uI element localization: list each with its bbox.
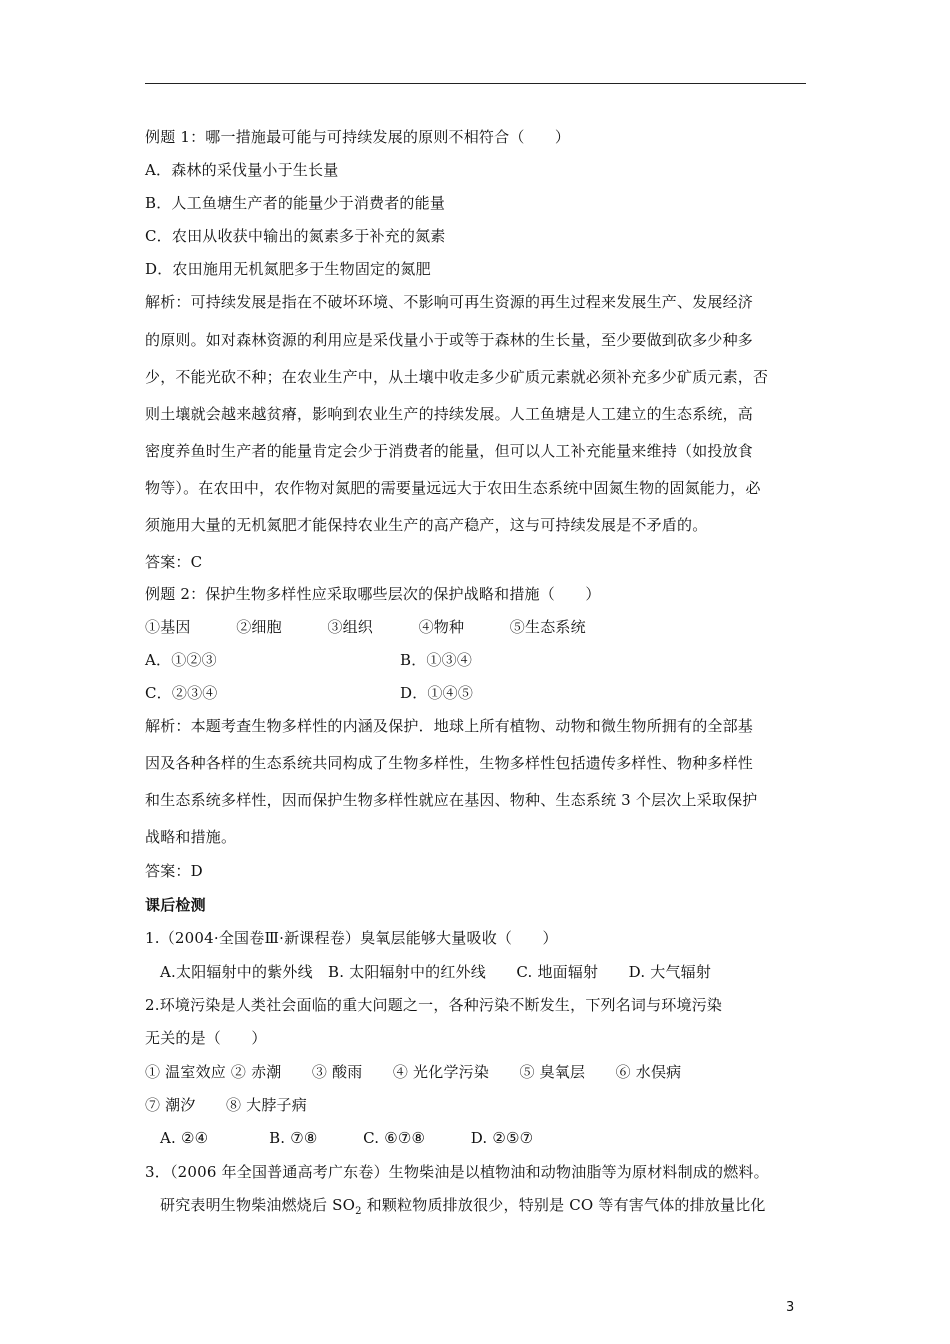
exercise-2-line: 2.环境污染是人类社会面临的重大问题之一，各种污染不断发生，下列名词与环境污染	[145, 996, 723, 1014]
example-1-analysis-line: 密度养鱼时生产者的能量肯定会少于消费者的能量，但可以人工补充能量来维持（如投放食	[145, 442, 754, 460]
exercise-2-options: A. ②④ B. ⑦⑧ C. ⑥⑦⑧ D. ②⑤⑦	[160, 1129, 534, 1147]
exercise-2-items: ⑦ 潮汐 ⑧ 大脖子病	[145, 1096, 307, 1114]
example-2-options-row	[145, 683, 474, 703]
exercise-1-options: A.太阳辐射中的紫外线 B. 太阳辐射中的红外线 C. 地面辐射 D. 大气辐射	[160, 963, 712, 981]
example-2-option-d: D．①④⑤	[400, 684, 474, 702]
example-2-options-row	[145, 650, 473, 670]
example-1-analysis-line: 的原则。如对森林资源的利用应是采伐量小于或等于森林的生长量，至少要做到砍多少种多	[145, 331, 754, 349]
example-2-analysis-line: 战略和措施。	[145, 828, 237, 846]
example-1-analysis-line: 物等）。在农田中，农作物对氮肥的需要量远远大于农田生态系统中固氮生物的固氮能力，必	[145, 479, 761, 497]
example-2-answer: 答案：D	[145, 862, 203, 880]
exercise-3-text: 研究表明生物柴油燃烧后 SO	[160, 1196, 356, 1214]
exercise-1-title: 1.（2004·全国卷Ⅲ·新课程卷）臭氧层能够大量吸收（ ）	[145, 929, 558, 947]
example-1-title: 例题 1：哪一措施最可能与可持续发展的原则不相符合（ ）	[145, 128, 571, 146]
example-2-option-c: C．②③④	[145, 684, 218, 702]
example-2-option-a: A．①②③	[145, 651, 217, 669]
section-title: 课后检测	[145, 896, 206, 914]
example-1-option-a: A．森林的采伐量小于生长量	[145, 161, 339, 179]
example-2-items: ①基因 ②细胞 ③组织 ④物种 ⑤生态系统	[145, 618, 586, 636]
example-2-title: 例题 2：保护生物多样性应采取哪些层次的保护战略和措施（ ）	[145, 585, 601, 603]
example-1-analysis-line: 须施用大量的无机氮肥才能保持农业生产的高产稳产，这与可持续发展是不矛盾的。	[145, 516, 708, 534]
example-1-answer: 答案：C	[145, 553, 203, 571]
page-number: 3	[786, 1300, 795, 1315]
example-1-option-d: D．农田施用无机氮肥多于生物固定的氮肥	[145, 260, 431, 278]
example-1-analysis-line: 解析：可持续发展是指在不破坏环境、不影响可再生资源的再生过程来发展生产、发展经济	[145, 293, 754, 311]
example-1-analysis-line: 则土壤就会越来越贫瘠，影响到农业生产的持续发展。人工鱼塘是人工建立的生态系统，高	[145, 405, 754, 423]
example-1-option-b: B．人工鱼塘生产者的能量少于消费者的能量	[145, 194, 446, 212]
example-1-option-c: C．农田从收获中输出的氮素多于补充的氮素	[145, 227, 446, 245]
exercise-3-line: 3．（2006 年全国普通高考广东卷）生物柴油是以植物油和动物油脂等为原材料制成的燃料。	[145, 1163, 769, 1181]
example-1-analysis-line: 少，不能光砍不种；在农业生产中，从土壤中收走多少矿质元素就必须补充多少矿质元素，否	[145, 368, 769, 386]
example-2-analysis-line: 和生态系统多样性，因而保护生物多样性就应在基因、物种、生态系统 3 个层次上采取保护	[145, 791, 758, 809]
exercise-2-line: 无关的是（ ）	[145, 1029, 267, 1047]
example-2-option-b: B．①③④	[400, 651, 473, 669]
example-2-analysis-line: 因及各种各样的生态系统共同构成了生物多样性，生物多样性包括遗传多样性、物种多样性	[145, 754, 754, 772]
subscript: 2	[355, 1206, 362, 1217]
exercise-3-text: 和颗粒物质排放很少，特别是 CO 等有害气体的排放量比化	[361, 1196, 766, 1214]
exercise-3-line	[160, 1195, 766, 1215]
header-rule	[145, 83, 806, 84]
example-2-analysis-line: 解析：本题考查生物多样性的内涵及保护．地球上所有植物、动物和微生物所拥有的全部基	[145, 717, 754, 735]
exercise-2-items: ① 温室效应 ② 赤潮 ③ 酸雨 ④ 光化学污染 ⑤ 臭氧层 ⑥ 水俣病	[145, 1063, 682, 1081]
